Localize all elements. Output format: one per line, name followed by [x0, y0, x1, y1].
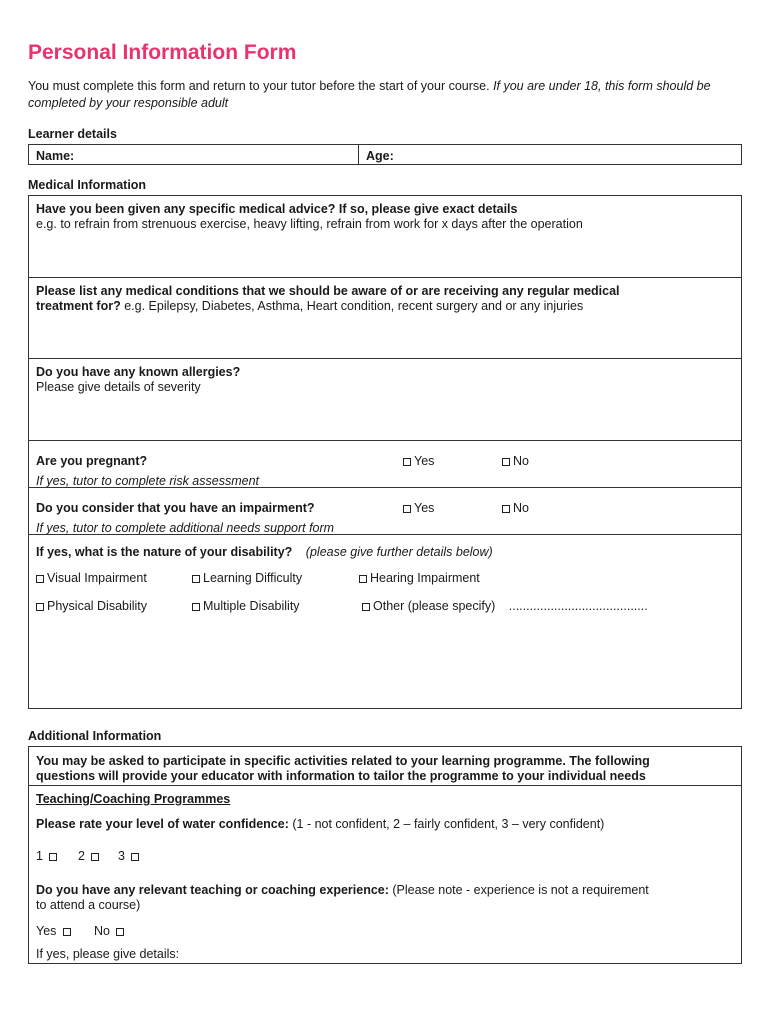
- rating-1-label: 1: [36, 849, 43, 863]
- rating-2-option[interactable]: [78, 849, 102, 863]
- checkbox-icon[interactable]: [192, 575, 200, 583]
- option-other[interactable]: [362, 599, 648, 613]
- intro-italic: If you are under 18, this form should be completed by your responsible adult: [28, 79, 711, 110]
- experience-yes-option[interactable]: [36, 924, 74, 938]
- option-hearing-label: Hearing Impairment: [370, 571, 480, 585]
- allergies-question: Do you have any known allergies?: [36, 365, 241, 379]
- medical-advice-question: Have you been given any specific medical advice? If so, please give exact details: [36, 202, 518, 216]
- impairment-no-label: No: [513, 501, 529, 515]
- medical-advice-hint: e.g. to refrain from strenuous exercise, heavy lifting, refrain from work for x days after the operation: [36, 217, 583, 231]
- option-multiple[interactable]: [192, 599, 300, 613]
- option-multiple-label: Multiple Disability: [203, 599, 300, 613]
- intro-text: [28, 78, 728, 112]
- experience-hint-cont: to attend a course): [36, 898, 141, 912]
- option-physical[interactable]: [36, 599, 147, 613]
- disability-hint: (please give further details below): [305, 545, 493, 559]
- checkbox-icon[interactable]: [91, 853, 99, 861]
- option-visual-label: Visual Impairment: [47, 571, 147, 585]
- intro-plain: You must complete this form and return to your tutor before the start of your course.: [28, 79, 490, 93]
- option-learning-label: Learning Difficulty: [203, 571, 303, 585]
- impairment-no-option[interactable]: [502, 501, 529, 515]
- option-learning[interactable]: [192, 571, 302, 585]
- additional-heading: Additional Information: [28, 729, 162, 743]
- teaching-heading: Teaching/Coaching Programmes: [36, 792, 231, 806]
- checkbox-icon[interactable]: [36, 603, 44, 611]
- checkbox-icon[interactable]: [36, 575, 44, 583]
- option-physical-label: Physical Disability: [47, 599, 148, 613]
- medical-conditions-hint: e.g. Epilepsy, Diabetes, Asthma, Heart condition, recent surgery and or any injuries: [124, 299, 584, 313]
- name-field[interactable]: [65, 146, 345, 164]
- other-specify-dots: ........................................: [508, 599, 648, 613]
- pregnant-yes-option[interactable]: [403, 454, 434, 468]
- rating-1-option[interactable]: [36, 849, 60, 863]
- option-visual[interactable]: [36, 571, 147, 585]
- impairment-question: Do you consider that you have an impairment?: [36, 501, 315, 515]
- disability-question: If yes, what is the nature of your disability?: [36, 545, 293, 559]
- age-field[interactable]: [399, 146, 729, 164]
- additional-intro-line1: You may be asked to participate in specific activities related to your learning programme. The following: [36, 754, 650, 768]
- checkbox-icon[interactable]: [63, 928, 71, 936]
- experience-details-label: If yes, please give details:: [36, 947, 180, 961]
- pregnant-yes-label: Yes: [414, 454, 435, 468]
- rating-3-label: 3: [118, 849, 125, 863]
- experience-question: Do you have any relevant teaching or coaching experience:: [36, 883, 389, 897]
- checkbox-icon[interactable]: [502, 458, 510, 466]
- checkbox-icon[interactable]: [403, 505, 411, 513]
- checkbox-icon[interactable]: [403, 458, 411, 466]
- pregnant-no-option[interactable]: [502, 454, 529, 468]
- age-label: Age:: [366, 149, 394, 163]
- learner-details-box: [28, 144, 742, 165]
- option-hearing[interactable]: [359, 571, 480, 585]
- additional-intro-line2: questions will provide your educator with information to tailor the programme to your individual needs: [36, 769, 646, 783]
- checkbox-icon[interactable]: [49, 853, 57, 861]
- medical-advice-field[interactable]: [33, 234, 733, 274]
- allergies-hint: Please give details of severity: [36, 380, 201, 394]
- medical-heading: Medical Information: [28, 178, 147, 192]
- medical-conditions-field[interactable]: [33, 316, 733, 356]
- rating-3-option[interactable]: [118, 849, 142, 863]
- option-other-label: Other (please specify): [373, 599, 496, 613]
- checkbox-icon[interactable]: [362, 603, 370, 611]
- impairment-yes-option[interactable]: [403, 501, 434, 515]
- impairment-yes-label: Yes: [414, 501, 435, 515]
- experience-yes-label: Yes: [36, 924, 57, 938]
- checkbox-icon[interactable]: [116, 928, 124, 936]
- allergies-field[interactable]: [33, 397, 733, 437]
- checkbox-icon[interactable]: [131, 853, 139, 861]
- additional-box: [28, 746, 742, 964]
- pregnant-note: If yes, tutor to complete risk assessment: [36, 474, 259, 488]
- water-confidence-question: Please rate your level of water confidence:: [36, 817, 289, 831]
- pregnant-no-label: No: [513, 454, 529, 468]
- rating-2-label: 2: [78, 849, 85, 863]
- impairment-note: If yes, tutor to complete additional needs support form: [36, 521, 335, 535]
- water-confidence-hint: (1 - not confident, 2 – fairly confident, 3 – very confident): [292, 817, 605, 831]
- checkbox-icon[interactable]: [192, 603, 200, 611]
- medical-box: [28, 195, 742, 709]
- experience-no-option[interactable]: [94, 924, 127, 938]
- name-label: Name:: [36, 149, 75, 163]
- learner-heading: Learner details: [28, 127, 117, 141]
- pregnant-question: Are you pregnant?: [36, 454, 148, 468]
- medical-conditions-question-cont: treatment for?: [36, 299, 121, 313]
- experience-hint: (Please note - experience is not a requirement: [392, 883, 649, 897]
- checkbox-icon[interactable]: [502, 505, 510, 513]
- experience-no-label: No: [94, 924, 110, 938]
- checkbox-icon[interactable]: [359, 575, 367, 583]
- medical-conditions-question: Please list any medical conditions that we should be aware of or are receiving any regular medical: [36, 284, 620, 298]
- page-title: Personal Information Form: [28, 41, 297, 64]
- disability-details-field[interactable]: [33, 621, 733, 703]
